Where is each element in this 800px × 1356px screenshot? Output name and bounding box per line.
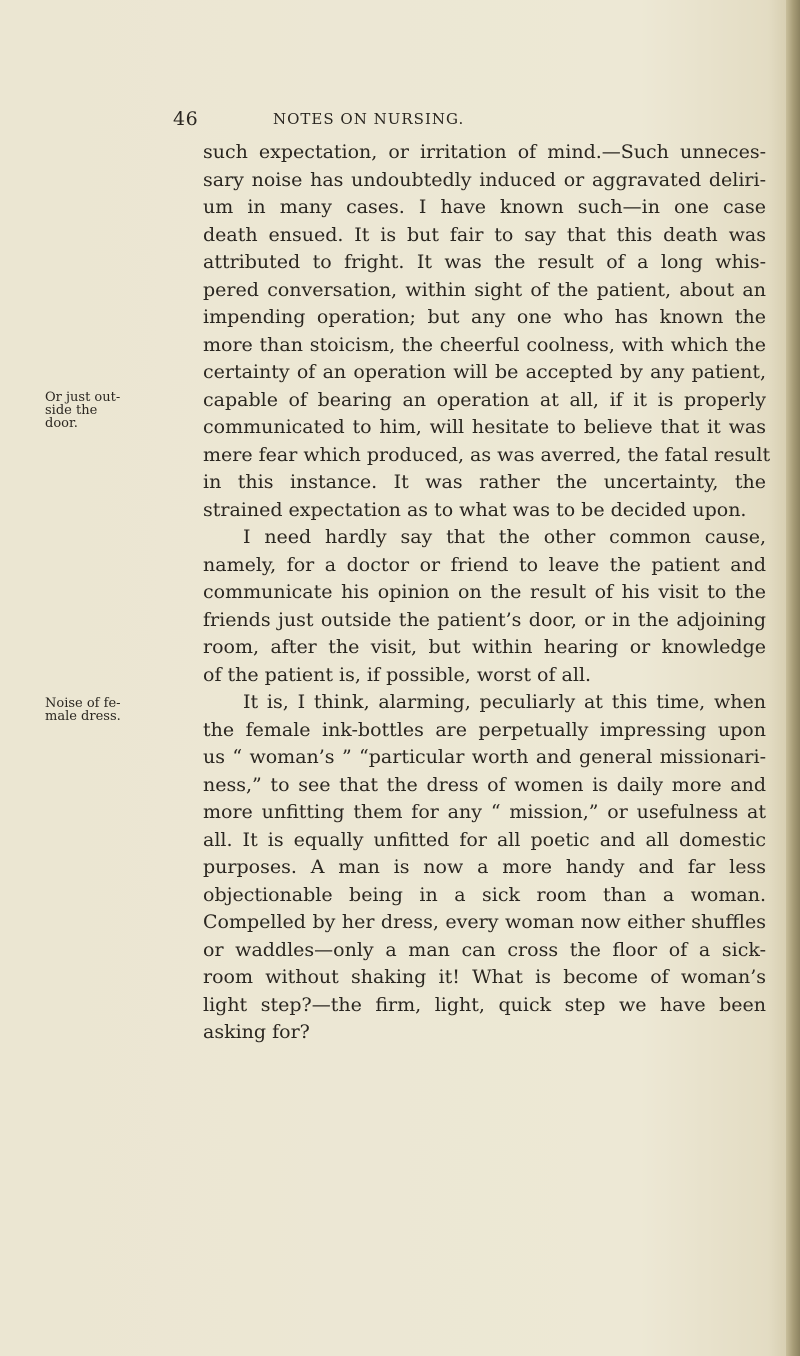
page-edge-shadow — [786, 0, 800, 1356]
margin-note-line: Noise of fe- — [45, 696, 121, 711]
text-line: purposes. A man is now a more handy and far less — [203, 856, 766, 878]
text-line: certainty of an operation will be accepted by any patient, — [203, 361, 766, 383]
text-line: in this instance. It was rather the uncertainty, the — [203, 471, 766, 493]
text-line: communicate his opinion on the result of his visit to the — [203, 581, 766, 603]
text-line: pered conversation, within sight of the patient, about an — [203, 278, 766, 301]
running-head-title: NOTES ON NURSING. — [273, 110, 465, 128]
text-line: Compelled by her dress, every woman now either shuffles — [203, 911, 766, 933]
text-line: light step?—the firm, light, quick step we have been — [203, 993, 766, 1016]
text-line: us “ woman’s ” “particular worth and general missionari- — [203, 746, 766, 768]
text-line: room, after the visit, but within hearing or knowledge — [203, 636, 766, 658]
text-line: strained expectation as to what was to be decided upon. — [203, 498, 747, 521]
text-line: or waddles—only a man can cross the floor of a sick- — [203, 938, 766, 961]
text-line: namely, for a doctor or friend to leave the patient and — [203, 553, 766, 576]
text-line: attributed to fright. It was the result of a long whis- — [203, 251, 766, 273]
text-line: such expectation, or irritation of mind.—Such unneces- — [203, 141, 766, 163]
running-head — [173, 108, 633, 134]
page-number: 46 — [173, 108, 199, 130]
text-line: room without shaking it! What is become of woman’s — [203, 966, 766, 988]
margin-note-or-just-outside — [45, 391, 170, 430]
text-line: impending operation; but any one who has known the — [203, 306, 766, 328]
text-line: um in many cases. I have known such—in one case — [203, 196, 766, 218]
text-line: more than stoicism, the cheerful coolness, with which the — [203, 333, 766, 356]
margin-note-line: Or just out- — [45, 390, 121, 405]
text-line: It is, I think, alarming, peculiarly at this time, when — [243, 691, 766, 713]
text-line: more unfitting them for any “ mission,” or usefulness at — [203, 801, 766, 823]
text-line: the female ink-bottles are perpetually impressing upon — [203, 718, 766, 741]
text-line: I need hardly say that the other common cause, — [243, 526, 766, 548]
text-line: mere fear which produced, as was averred, the fatal result — [203, 443, 771, 466]
margin-note-line: male dress. — [45, 709, 121, 724]
text-line: capable of bearing an operation at all, if it is properly — [203, 388, 766, 411]
margin-note-line: door. — [45, 416, 78, 431]
text-line: asking for? — [203, 1021, 310, 1043]
text-line: friends just outside the patient’s door, or in the adjoining — [203, 608, 766, 631]
margin-note-noise-of-female-dress — [45, 697, 170, 723]
text-line: objectionable being in a sick room than a woman. — [203, 883, 766, 906]
text-line: of the patient is, if possible, worst of all. — [203, 663, 592, 686]
text-line: ness,” to see that the dress of women is daily more and — [203, 773, 766, 796]
margin-note-line: side the — [45, 403, 98, 418]
text-line: sary noise has undoubtedly induced or aggravated deliri- — [203, 168, 766, 191]
text-line: communicated to him, will hesitate to believe that it was — [203, 416, 766, 438]
body-text — [203, 139, 771, 1047]
text-line: death ensued. It is but fair to say that this death was — [203, 223, 766, 246]
text-line: all. It is equally unfitted for all poetic and all domestic — [203, 828, 766, 851]
